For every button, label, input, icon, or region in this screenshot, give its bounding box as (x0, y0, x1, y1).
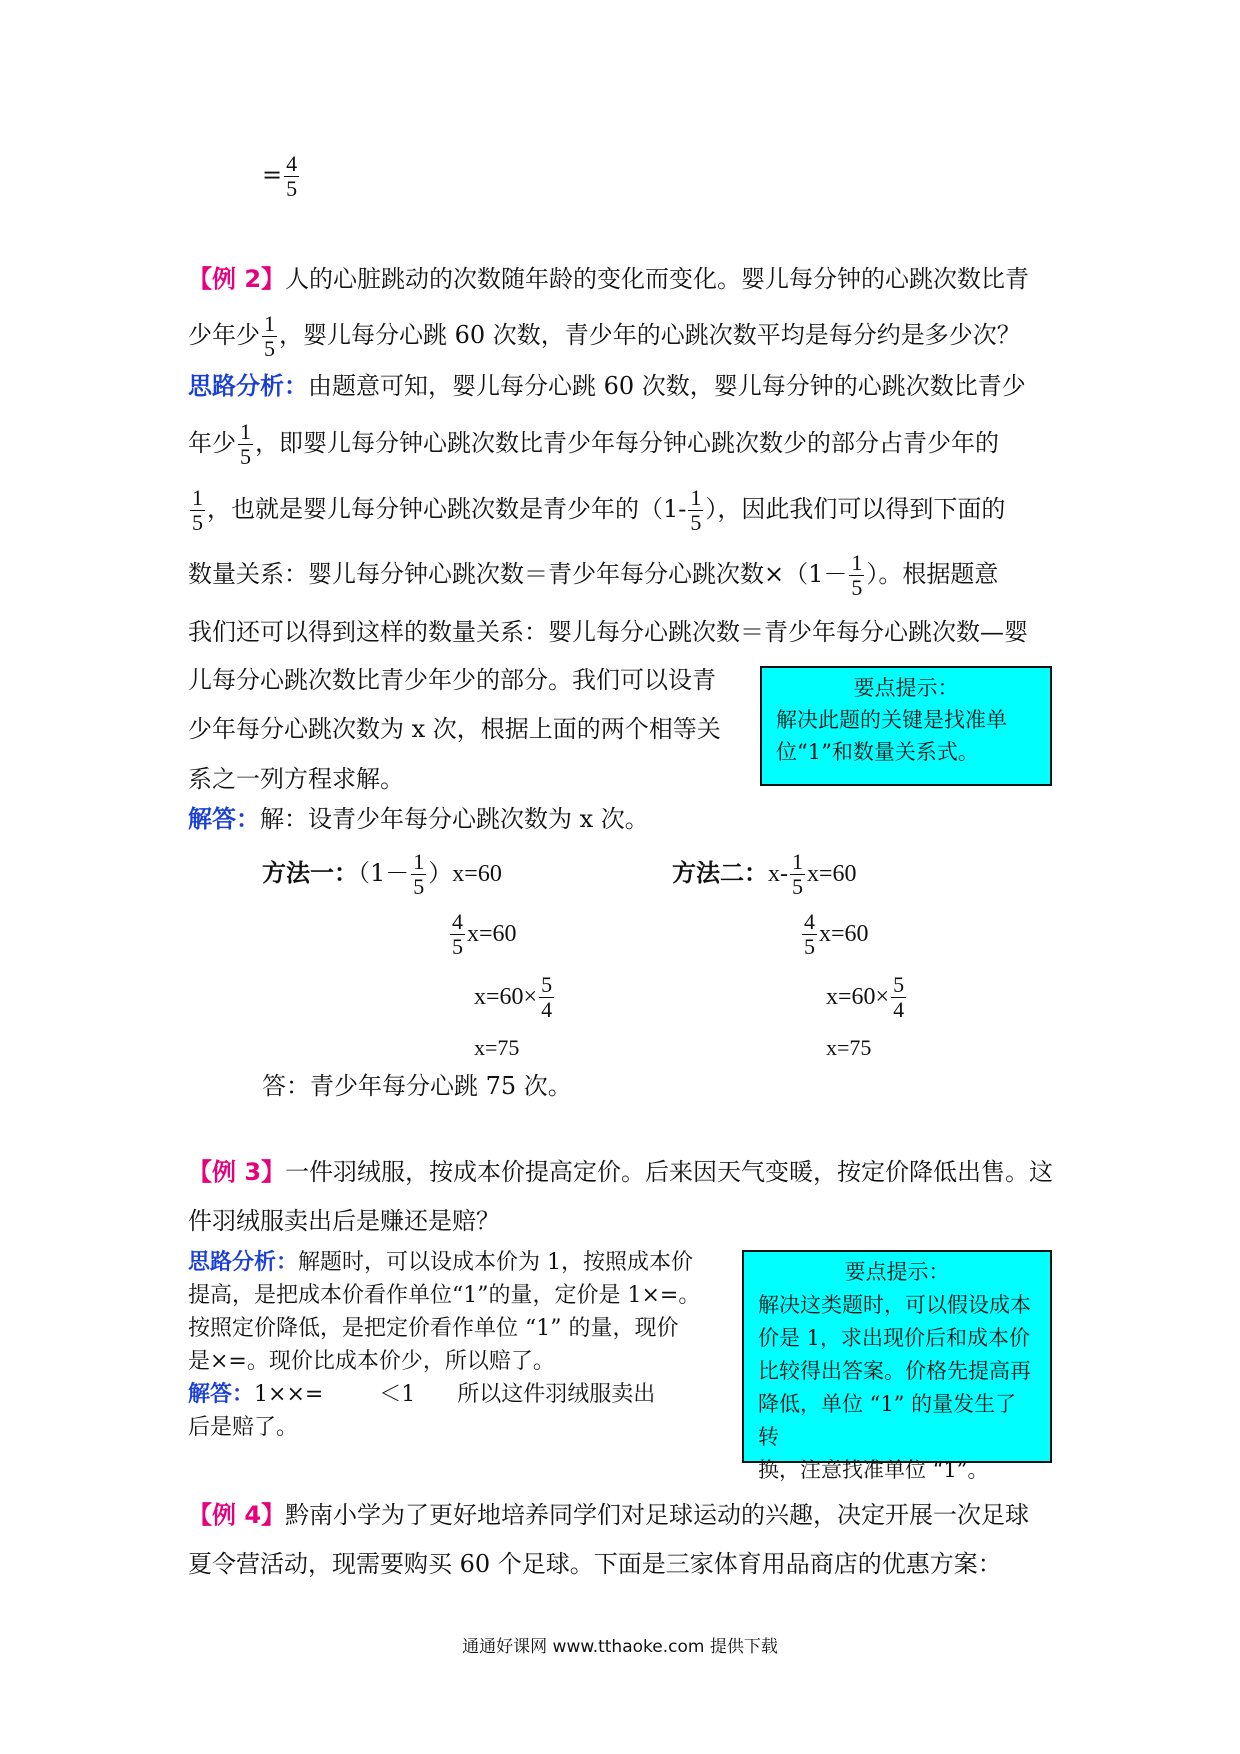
ex3-analysis-line-4: 是×=。现价比成本价少，所以赔了。 (188, 1349, 555, 1374)
ex4-tag: 【例 4】 (188, 1501, 286, 1529)
fraction-1-5: $\frac{1}{5}$ (264, 311, 275, 361)
ex2-final-answer: 答：青少年每分心跳 75 次。 (262, 1072, 572, 1100)
ex2-answer-line: 解答：解：设青少年每分心跳次数为 x 次。 (188, 805, 649, 833)
method2-step4: x=75 (826, 1035, 872, 1060)
equals-sign: = (262, 161, 283, 189)
ex4-line-1: 【例 4】黔南小学为了更好地培养同学们对足球运动的兴趣，决定开展一次足球 (188, 1501, 1030, 1529)
tip-title: 要点提示： (853, 676, 959, 700)
method1-step4: x=75 (474, 1035, 520, 1060)
ex3-line-1: 【例 3】一件羽绒服，按成本价提高定价。后来因天气变暖，按定价降低出售。这 (188, 1158, 1054, 1186)
answer-label: 解答： (188, 1382, 255, 1407)
fraction-1-5: $\frac{1}{5}$ (690, 485, 702, 535)
ex3-analysis-line-1: 思路分析：解题时，可以设成本价为 1，按照成本价 (188, 1250, 694, 1275)
ex2-analysis-line-8: 系之一列方程求解。 (188, 765, 404, 793)
method2-step1: 方法二：x- $\frac{1}{5}$ x=60 (672, 849, 857, 899)
ex2-analysis-line-2: 年少 $\frac{1}{5}$ ，即婴儿每分钟心跳次数比青少年每分钟心跳次数少的部分占青少年的 (188, 419, 999, 469)
ex2-tag: 【例 2】 (188, 265, 286, 293)
top-fraction-line (262, 152, 301, 201)
fraction-1-5: $\frac{1}{5}$ (240, 419, 251, 469)
fraction-1-5: $\frac{1}{5}$ (851, 550, 863, 600)
ex2-analysis-line-7: 少年每分心跳次数为 x 次，根据上面的两个相等关 (188, 715, 721, 743)
method1-step3: x=60× $\frac{5}{4}$ (474, 972, 553, 1022)
answer-label: 解答： (188, 805, 260, 833)
analysis-label: 思路分析： (188, 372, 308, 400)
ex2-analysis-line-3: $\frac{1}{5}$ ，也就是婴儿每分钟心跳次数是青少年的（1- $\frac{1}{5}$ ），因此我们可以得到下面的 (192, 485, 1006, 535)
ex4-line-2: 夏令营活动，现需要购买 60 个足球。下面是三家体育用品商店的优惠方案： (188, 1550, 1002, 1578)
method1-step1: 方法一：（1－ $\frac{1}{5}$ ）x=60 (262, 849, 502, 899)
ex3-analysis-line-3: 按照定价降低，是把定价看作单位 “1” 的量，现价 (188, 1316, 679, 1341)
ex2-analysis-line-1: 思路分析：由题意可知，婴儿每分心跳 60 次数，婴儿每分钟的心跳次数比青少 (188, 372, 1026, 400)
ex3-analysis-line-2: 提高，是把成本价看作单位“1”的量，定价是 1×=。 (188, 1283, 701, 1308)
ex2-analysis-line-5: 我们还可以得到这样的数量关系：婴儿每分心跳次数＝青少年每分心跳次数—婴 (188, 618, 1028, 646)
fraction-4-5: $\frac{4}{5}$ (286, 151, 298, 201)
analysis-label: 思路分析： (188, 1250, 299, 1275)
ex3-line-2: 件羽绒服卖出后是赚还是赔？ (188, 1207, 500, 1235)
ex3-tip-box: 要点提示： 解决这类题时，可以假设成本 价是 1，求出现价后和成本价 比较得出答案。价格先提高再 降低，单位 “1” 的量发生了转 换，注意找准单位 “1”。 (742, 1250, 1052, 1463)
method2-step3: x=60× $\frac{5}{4}$ (826, 972, 905, 1022)
method2-label: 方法二： (672, 859, 768, 887)
fraction-1-5: $\frac{1}{5}$ (192, 485, 203, 535)
method1-step2: $\frac{4}{5}$ x=60 (452, 909, 517, 959)
ex2-tip-box: 要点提示： 解决此题的关键是找准单 位“1”和数量关系式。 (760, 666, 1052, 786)
ex2-analysis-line-6: 儿每分心跳次数比青少年少的部分。我们可以设青 (188, 666, 716, 694)
ex2-analysis-line-4: 数量关系：婴儿每分钟心跳次数＝青少年每分心跳次数×（1－ $\frac{1}{5}$ ）。根据题意 (188, 550, 999, 600)
ex3-answer-line-1: 解答：1××= ＜1 所以这件羽绒服卖出 (188, 1382, 656, 1407)
ex2-line-1: 【例 2】人的心脏跳动的次数随年龄的变化而变化。婴儿每分钟的心跳次数比青 (188, 265, 1030, 293)
page-footer: 通通好课网 www.tthaoke.com 提供下载 (462, 1637, 778, 1657)
tip-title: 要点提示： (844, 1260, 950, 1284)
method2-step2: $\frac{4}{5}$ x=60 (804, 909, 869, 959)
method1-label: 方法一： (262, 859, 358, 887)
ex3-answer-line-2: 后是赔了。 (188, 1415, 299, 1440)
ex3-tag: 【例 3】 (188, 1158, 286, 1186)
ex2-line-2: 少年少 $\frac{1}{5}$ ，婴儿每分心跳 60 次数，青少年的心跳次数平均是每分约是多少次？ (188, 311, 1021, 361)
